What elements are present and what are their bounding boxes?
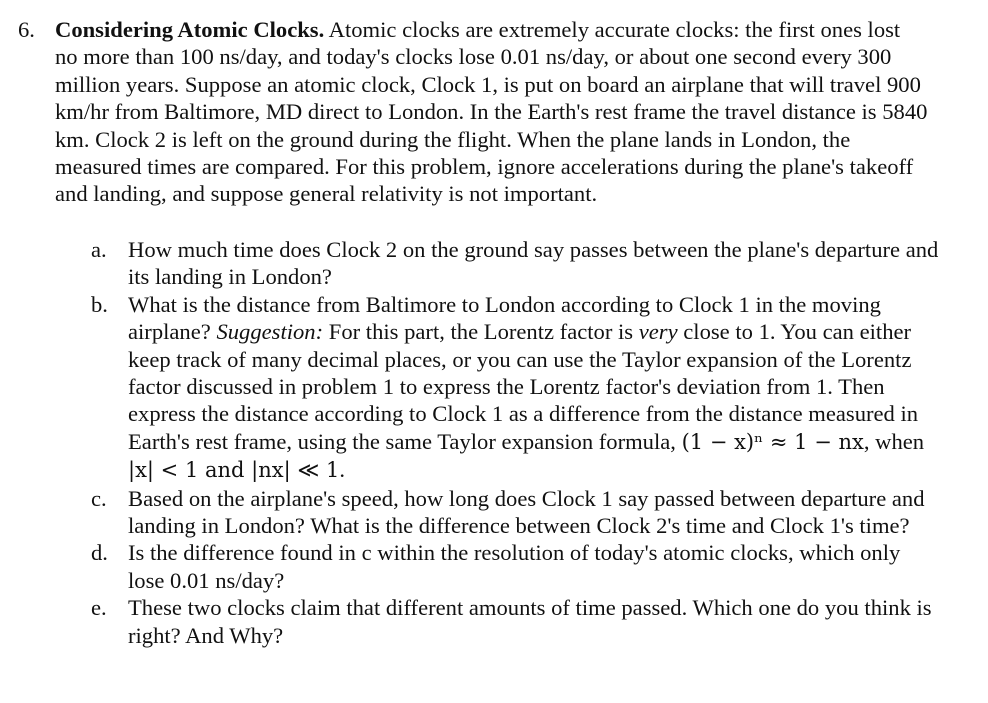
part-b-text-2: For this part, the Lorentz factor is	[323, 319, 639, 345]
part-b-text-4: , when	[863, 428, 925, 454]
problem-statement	[55, 16, 928, 208]
part-c-letter: c.	[91, 485, 107, 511]
part-e-text: These two clocks claim that different amounts of time passed. Which one do you think is right? And Why?	[128, 595, 932, 648]
part-d-text: Is the difference found in c within the resolution of today's atomic clocks, which only lose 0.01 ns/day?	[128, 540, 901, 593]
part-c	[91, 485, 941, 540]
part-e-letter: e.	[91, 595, 107, 621]
part-d	[91, 539, 941, 594]
problem-body-text: Atomic clocks are extremely accurate clocks: the first ones lost no more than 100 ns/day, and today's clocks lose 0.01 ns/day, or about one second every 300 million years. Suppose an atomic clock, Clock 1, is put on board an airplane that will travel 900 km/hr from Baltimore, MD direct to London. In the Earth's rest frame the travel distance is 5840 km. Clock 2 is left on the ground during the flight. When the plane lands in London, the measured times are compared. For this problem, ignore accelerations during the plane's takeoff and landing, and suppose general relativity is not important.	[55, 17, 928, 207]
taylor-condition: |x| < 1 and |nx| ≪ 1	[128, 458, 340, 483]
part-c-text: Based on the airplane's speed, how long does Clock 1 say passed between departure and landing in London? What is the difference between Clock 2's time and Clock 1's time?	[128, 485, 925, 539]
subquestion-list	[91, 236, 941, 649]
part-e	[91, 594, 941, 649]
taylor-formula: (1 − x)ⁿ ≈ 1 − nx	[681, 429, 864, 454]
part-b-text-3: close to 1. You can either keep track of many decimal places, or you can use the Taylor expansion of the Lorentz factor discussed in problem 1 to express the Lorentz factor's deviation from 1. Then express the distance according to Clock 1 as a difference from the distance measured in Earth's rest frame, using the same Taylor expansion formula,	[128, 319, 919, 454]
part-d-letter: d.	[91, 540, 108, 566]
part-b-text-5: .	[339, 457, 346, 483]
part-b-letter: b.	[91, 291, 108, 317]
part-a-letter: a.	[91, 237, 107, 262]
suggestion-label: Suggestion:	[216, 319, 324, 345]
part-a-text: How much time does Clock 2 on the ground say passes between the plane's departure and its landing in London?	[128, 237, 939, 290]
part-b	[91, 291, 941, 485]
part-b-text-1: What is the distance from Baltimore to London according to Clock 1 in the moving airplane?	[128, 291, 881, 345]
problem-number: 6.	[18, 17, 35, 42]
emphasis-very: very	[638, 319, 678, 345]
problem-6	[18, 16, 928, 208]
part-a	[91, 236, 941, 291]
problem-title: Considering Atomic Clocks.	[55, 17, 325, 42]
